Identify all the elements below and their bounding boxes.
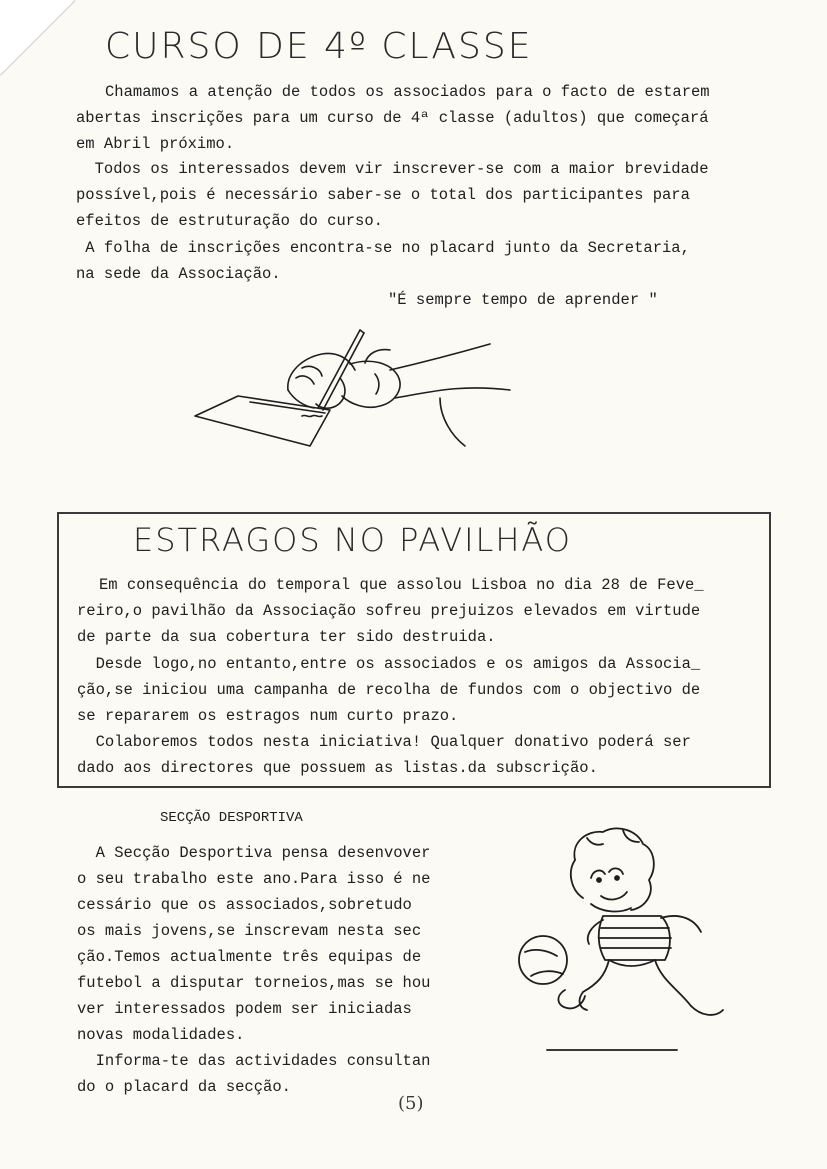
football-boy-illustration	[505, 820, 745, 1060]
desportiva-text-line: novas modalidades.	[77, 1026, 245, 1044]
desportiva-text-line: do o placard da secção.	[77, 1078, 291, 1096]
curso-text-line: efeitos de estruturação do curso.	[76, 212, 383, 230]
curso-title: CURSO DE 4º CLASSE	[105, 26, 533, 67]
page-number: (5)	[398, 1093, 424, 1114]
estragos-text-line: Desde logo,no entanto,entre os associados e os amigos da Associa_	[77, 655, 701, 673]
curso-text-line: possível,pois é necessário saber-se o total dos participantes para	[76, 186, 690, 204]
curso-quote: "É sempre tempo de aprender "	[388, 291, 658, 309]
estragos-text-line: Em consequência do temporal que assolou Lisboa no dia 28 de Feve_	[99, 576, 704, 594]
curso-text-line: A folha de inscrições encontra-se no placard junto da Secretaria,	[76, 239, 690, 257]
curso-text-line: em Abril próximo.	[76, 135, 235, 153]
estragos-text-line: Colaboremos todos nesta iniciativa! Qualquer donativo poderá ser	[77, 733, 691, 751]
desportiva-text-line: Informa-te das actividades consultan	[77, 1052, 431, 1070]
estragos-text-line: de parte da sua cobertura ter sido destruida.	[77, 628, 496, 646]
desportiva-text-line: os mais jovens,se inscrevam nesta sec	[77, 922, 422, 940]
estragos-text-line: reiro,o pavilhão da Associação sofreu prejuizos elevados em virtude	[77, 602, 701, 620]
estragos-text-line: dado aos directores que possuem as listas.da subscrição.	[77, 759, 598, 777]
desportiva-text-line: futebol a disputar torneios,mas se hou	[77, 974, 431, 992]
curso-text-line: abertas inscrições para um curso de 4ª classe (adultos) que começará	[76, 109, 709, 127]
desportiva-text-line: o seu trabalho este ano.Para isso é ne	[77, 870, 431, 888]
desportiva-text-line: ver interessados podem ser iniciadas	[77, 1000, 412, 1018]
curso-text-line: Todos os interessados devem vir inscrever-se com a maior brevidade	[76, 160, 709, 178]
writing-hand-illustration	[190, 318, 520, 453]
estragos-text-line: se repararem os estragos num curto prazo.	[77, 707, 459, 725]
curso-text-line: Chamamos a atenção de todos os associados para o facto de estarem	[105, 83, 710, 101]
curso-text-line: na sede da Associação.	[76, 265, 281, 283]
desportiva-text-line: ção.Temos actualmente três equipas de	[77, 948, 422, 966]
desportiva-title: SECÇÃO DESPORTIVA	[160, 810, 303, 826]
estragos-title: ESTRAGOS NO PAVILHÃO	[133, 521, 572, 559]
estragos-text-line: ção,se iniciou uma campanha de recolha de fundos com o objectivo de	[77, 681, 701, 699]
desportiva-text-line: A Secção Desportiva pensa desenvover	[77, 844, 431, 862]
desportiva-text-line: cessário que os associados,sobretudo	[77, 896, 412, 914]
